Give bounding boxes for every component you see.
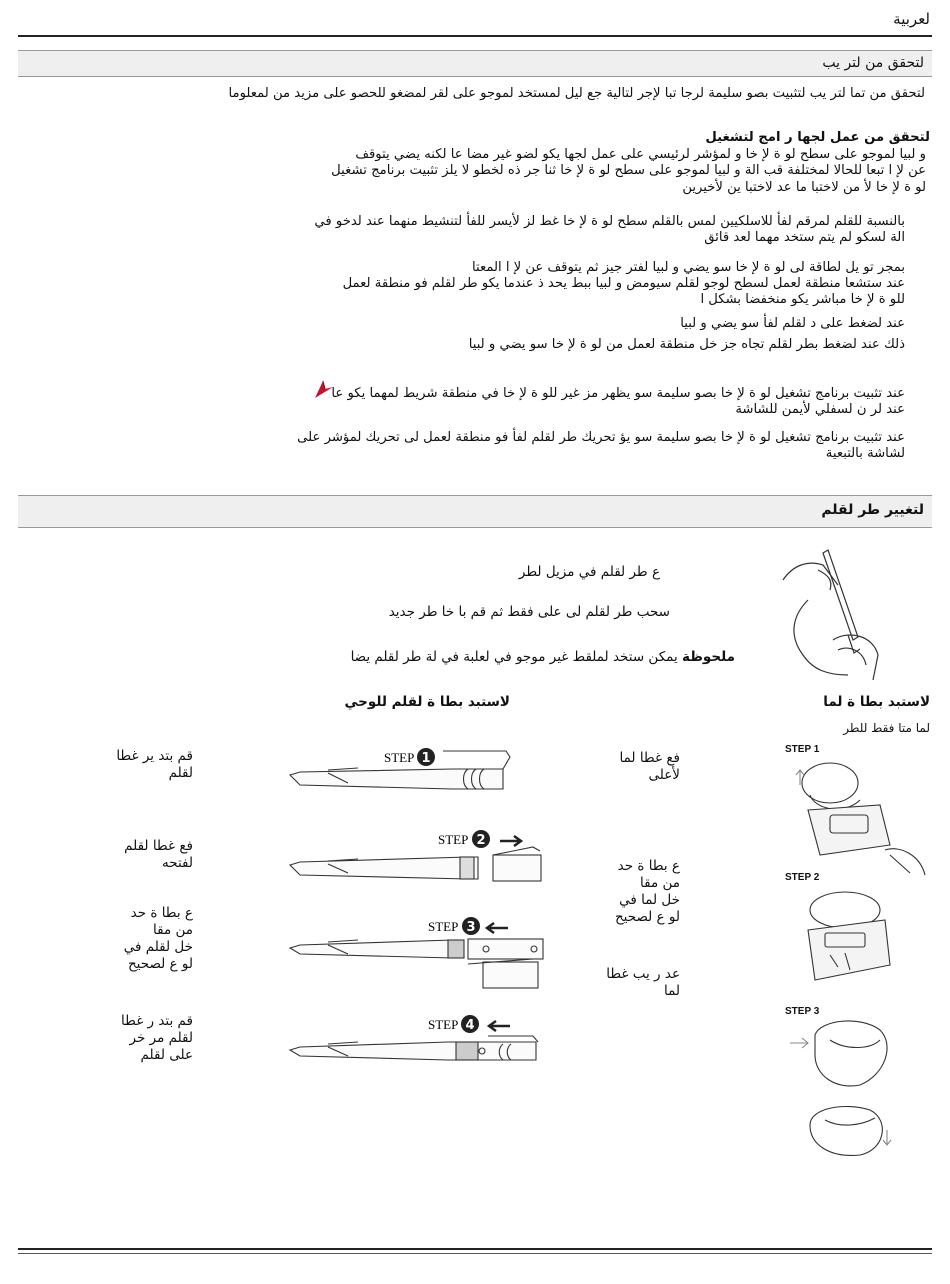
- pen-left-step-4: [121, 1013, 193, 1064]
- bottom-rule: [18, 1248, 932, 1250]
- pen-left-step-3-line-2: من مقا: [153, 922, 193, 938]
- verify-line-2: عن لإ ا تبعا للحالا لمختلفة قب الة و لبيا لموجو على سطح لو ة لإ خا ثنا جر ذه لخطو لا يلز تثبيت برنامج تشغيل: [331, 163, 926, 178]
- pen-left-step-3: [124, 905, 193, 973]
- mouse-batt-title: لاستبد بطا ة لما: [823, 694, 930, 710]
- pen-right-step-2-line-1: ع بطا ة حد: [617, 858, 680, 874]
- verify-line-8: للو ة لإ خا مباشر يكو منخفضا بشكل ا: [700, 292, 905, 307]
- pen-left-step-3-line-4: لو ع لصحيح: [127, 956, 193, 972]
- pen-right-step-3: [606, 966, 680, 1000]
- verify-line-12: عند لر ن لسفلي لأيمن للشاشة: [735, 402, 905, 417]
- pen-step-4-arrow: [489, 1021, 510, 1031]
- section-band-verify: [18, 50, 932, 77]
- tip-step-2: سحب طر لقلم لى على فقط ثم قم با خا طر جديد: [388, 604, 670, 620]
- pen-step-2-num: 2: [476, 833, 486, 848]
- pen-step-1-illustration: [288, 743, 548, 795]
- pen-step-2-word: STEP: [438, 832, 469, 847]
- top-rule: [18, 35, 932, 37]
- pen-left-step-1-line-1: قم بتد ير غطا: [116, 748, 193, 764]
- pen-right-step-1-line-2: لأعلى: [648, 767, 680, 783]
- pen-step-4-word: STEP: [428, 1017, 459, 1032]
- pen-left-step-4-line-1: قم بتد ر غطا: [121, 1013, 193, 1029]
- mouse-closed-illustration: [805, 1100, 900, 1160]
- pen-right-step-1-line-1: فع غطا لما: [619, 750, 680, 766]
- verify-line-3: لو ة لإ خا لأ من لاختبا ما عد لاختبا ين لأخيرين: [682, 180, 926, 195]
- pen-right-step-3-line-2: لما: [663, 983, 680, 999]
- language-label: لعربية: [893, 10, 930, 28]
- section-title-tip: لتغيير طر لقلم: [821, 502, 924, 518]
- mouse-step-2-illustration: [790, 885, 900, 995]
- pen-left-step-2-line-2: لفتحه: [162, 855, 193, 871]
- tip-step-1: ع طر لقلم في مزيل لطر: [518, 564, 660, 580]
- verify-line-7: عند ستشعا منطقة لعمل لسطح لوجو لقلم سيومض و لبيا ببط يحد ذ عندما يكو طر لقلم فو منطقة لعمل: [342, 276, 905, 291]
- pen-step-3-word: STEP: [428, 919, 459, 934]
- pen-right-step-2-line-2: من مقا: [640, 875, 680, 891]
- note-text: يمكن ستخد لملقط غير موجو في لعلبة في لة طر لقلم يضا: [350, 649, 678, 665]
- mouse-batt-sub: لما متا فقط للطر: [843, 721, 930, 735]
- pen-left-step-1-line-2: لقلم: [168, 765, 193, 781]
- pen-step-3-arrow: [487, 923, 508, 933]
- pen-step-2-arrow: [500, 836, 521, 846]
- verify-line-5: الة لسكو لم يتم ستخد مهما لعد قائق: [704, 230, 905, 245]
- bottom-rule-thin: [18, 1253, 932, 1254]
- mouse-step-1-illustration: [790, 755, 930, 880]
- pen-step-1-word: STEP: [384, 750, 415, 765]
- tablet-tray-icon: [312, 378, 334, 400]
- pen-right-step-2: [615, 858, 680, 926]
- pen-step-4-num: 4: [465, 1018, 475, 1033]
- pen-step-2-illustration: [288, 825, 548, 885]
- verify-line-9: عند لضغط على د لقلم لفأ سو يضي و لبيا: [680, 316, 905, 331]
- mouse-step-3-label: STEP 3: [785, 1006, 820, 1017]
- verify-line-6: بمجر تو يل لطاقة لى لو ة لإ خا سو يضي و لبيا لفتر جيز ثم يتوقف عن لإ ا المعتا: [471, 260, 905, 275]
- intro-paragraph: لتحقق من تما لتر يب لتثبيت بصو سليمة لرجا تبا لإجر لتالية جع ليل لمستخد لموجو على لقر لمضغو للحصو على مزيد من لمعلوما: [228, 86, 925, 101]
- verify-line-4: بالنسبة للقلم لمرقم لفأ للاسلكيين لمس بالقلم سطح لو ة لإ خا غط لز لأيسر للفأ لتنشيط منهما عند لدخو في: [314, 214, 905, 229]
- pen-step-1-num: 1: [421, 751, 431, 766]
- mouse-step-1-label: STEP 1: [785, 744, 820, 755]
- pen-right-step-1: [620, 750, 681, 784]
- verify-line-1: و لبيا لموجو على سطح لو ة لإ خا و لمؤشر لرئيسي على عمل لجها يكو لضو غير مضا عا لكنه يضي يتوقف: [355, 147, 926, 162]
- verify-heading: لتحقق من عمل لجها ر امج لتشغيل: [705, 130, 930, 145]
- pen-right-step-2-line-4: لو ع لصحيح: [614, 909, 680, 925]
- pen-left-step-4-line-2: لقلم مر خر: [129, 1030, 193, 1046]
- pen-step-4-illustration: [288, 1012, 548, 1072]
- pen-step-3-num: 3: [466, 920, 476, 935]
- verify-line-13: عند تثبيت برنامج تشغيل لو ة لإ خا بصو سليمة سو يؤ تحريك طر لقلم لفأ فو منطقة لعمل لى تحريك لمؤشر على: [297, 430, 905, 445]
- pen-left-step-4-line-3: على لقلم: [140, 1047, 193, 1063]
- pen-right-step-3-line-1: عد ر يب غطا: [606, 966, 680, 982]
- note-label: ملحوظة: [682, 649, 735, 665]
- verify-line-14: لشاشة بالتبعية: [825, 446, 905, 461]
- pen-batt-title: لاستبد بطا ة لقلم للوحي: [344, 694, 510, 710]
- pen-tip-illustration: [778, 545, 888, 685]
- pen-left-step-3-line-3: خل لقلم في: [123, 939, 193, 955]
- pen-right-step-2-line-3: خل لما في: [619, 892, 680, 908]
- pen-left-step-1: [116, 748, 193, 782]
- tip-note: [351, 649, 735, 666]
- verify-line-11: عند تثبيت برنامج تشغيل لو ة لإ خا بصو سليمة سو يظهر مز غير للو ة لإ خا في منطقة شريط لمهما يكو عا: [331, 386, 905, 401]
- verify-line-10: ذلك عند لضغط بطر لقلم تجاه جز خل منطقة لعمل من لو ة لإ خا سو يضي و لبيا: [468, 337, 905, 352]
- pen-left-step-2-line-1: فع غطا لقلم: [124, 838, 193, 854]
- section-band-tip: [18, 495, 932, 528]
- mouse-step-3-illustration: [790, 1015, 900, 1095]
- pen-left-step-3-line-1: ع بطا ة حد: [130, 905, 193, 921]
- pen-left-step-2: [124, 838, 193, 872]
- mouse-step-2-label: STEP 2: [785, 872, 820, 883]
- section-title-verify: لتحقق من لتر يب: [822, 55, 924, 71]
- pen-step-3-illustration: [288, 912, 548, 992]
